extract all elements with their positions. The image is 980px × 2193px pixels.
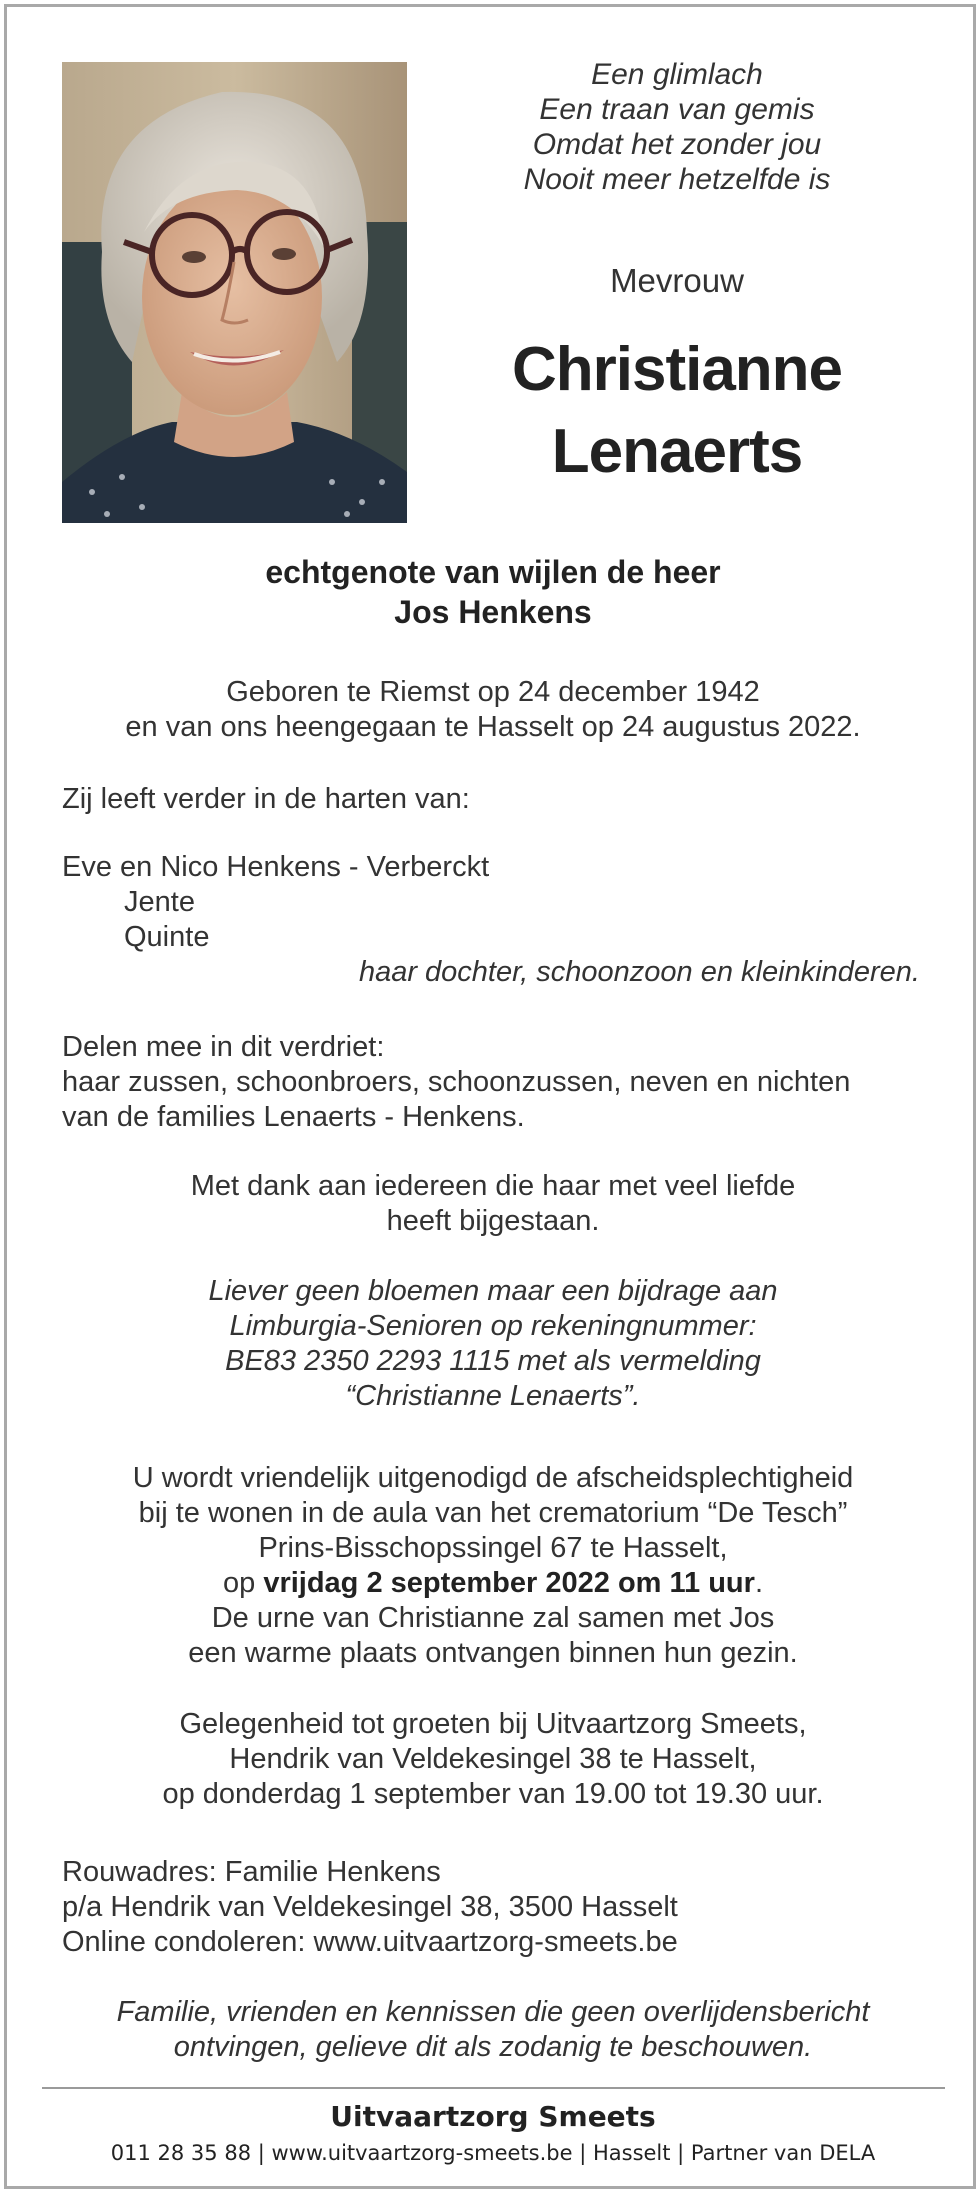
ceremony-invitation [7, 1461, 979, 1671]
birth-death-info [7, 675, 979, 745]
first-name: Christianne [511, 335, 843, 404]
family-relation: haar dochter, schoonzoon en kleinkinderen. [358, 956, 920, 988]
spouse-name: Jos Henkens [394, 594, 592, 630]
notice [7, 1995, 979, 2065]
birth-line: Geboren te Riemst op 24 december 1942 [226, 676, 760, 708]
mourning-address [62, 1855, 942, 1960]
footer-divider [42, 2087, 945, 2089]
donation-line: “Christianne Lenaerts”. [345, 1380, 641, 1412]
lives-on-heading: Zij leeft verder in de harten van: [62, 783, 470, 815]
last-name: Lenaerts [551, 417, 803, 486]
funeral-home-name: Uitvaartzorg Smeets [330, 2100, 656, 2133]
notice-line: ontvingen, gelieve dit als zodanig te beschouwen. [173, 2031, 813, 2063]
donation-line: BE83 2350 2293 1115 met als vermelding [225, 1345, 761, 1377]
donation-request [7, 1274, 979, 1414]
spouse-line: echtgenote van wijlen de heer [265, 554, 721, 590]
poem-line: Omdat het zonder jou [532, 128, 822, 161]
urn-line: De urne van Christianne zal samen met Jos [211, 1602, 775, 1634]
family-list [62, 850, 942, 955]
share-line: haar zussen, schoonbroers, schoonzussen, neven en nichten [62, 1066, 851, 1098]
spouse-info [7, 552, 979, 632]
poem-line: Een traan van gemis [539, 93, 815, 126]
poem-line: Nooit meer hetzelfde is [523, 163, 831, 196]
visitation-line: op donderdag 1 september van 19.00 tot 19.30 uur. [162, 1778, 824, 1810]
poem [457, 57, 897, 197]
ceremony-line: Prins-Bisschopssingel 67 te Hasselt, [258, 1532, 728, 1564]
funeral-home-contact: 011 28 35 88 | www.uitvaartzorg-smeets.be | Hasselt | Partner van DELA [110, 2141, 876, 2165]
obituary-card [4, 4, 976, 2189]
notice-line: Familie, vrienden en kennissen die geen overlijdensbericht [116, 1996, 870, 2028]
share-line: Delen mee in dit verdriet: [62, 1031, 385, 1063]
visitation-line: Hendrik van Veldekesingel 38 te Hasselt, [229, 1743, 757, 1775]
visitation-line: Gelegenheid tot groeten bij Uitvaartzorg Smeets, [179, 1708, 807, 1740]
thanks-line: Met dank aan iedereen die haar met veel liefde [190, 1170, 796, 1202]
family-couple: Eve en Nico Henkens - Verberckt [62, 851, 490, 883]
ceremony-date [7, 1566, 979, 1601]
address-line: Rouwadres: Familie Henkens [62, 1856, 441, 1888]
ceremony-line: bij te wonen in de aula van het crematorium “De Tesch” [138, 1497, 848, 1529]
address-line: p/a Hendrik van Veldekesingel 38, 3500 Hasselt [62, 1891, 678, 1923]
visitation-info [7, 1707, 979, 1812]
ceremony-line: U wordt vriendelijk uitgenodigd de afscheidsplechtigheid [132, 1462, 854, 1494]
sharing-grief [62, 1030, 942, 1135]
salutation: Mevrouw [610, 262, 744, 299]
death-line: en van ons heengegaan te Hasselt op 24 augustus 2022. [125, 711, 861, 743]
share-line: van de families Lenaerts - Henkens. [62, 1101, 525, 1133]
grandchild-name: Jente [124, 886, 195, 918]
deceased-name [457, 329, 897, 493]
donation-line: Limburgia-Senioren op rekeningnummer: [229, 1310, 757, 1342]
thanks-message [7, 1169, 979, 1239]
condolence-line: Online condoleren: www.uitvaartzorg-smeets.be [62, 1926, 678, 1958]
date-suffix: . [754, 1567, 763, 1599]
grandchild-name: Quinte [124, 921, 210, 953]
donation-line: Liever geen bloemen maar een bijdrage aan [208, 1275, 778, 1307]
poem-line: Een glimlach [591, 58, 763, 91]
ceremony-date-time: vrijdag 2 september 2022 om 11 uur [263, 1567, 755, 1599]
urn-line: een warme plaats ontvangen binnen hun gezin. [188, 1637, 798, 1669]
portrait-photo [62, 62, 407, 523]
thanks-line: heeft bijgestaan. [386, 1205, 600, 1237]
date-prefix: op [222, 1567, 264, 1599]
